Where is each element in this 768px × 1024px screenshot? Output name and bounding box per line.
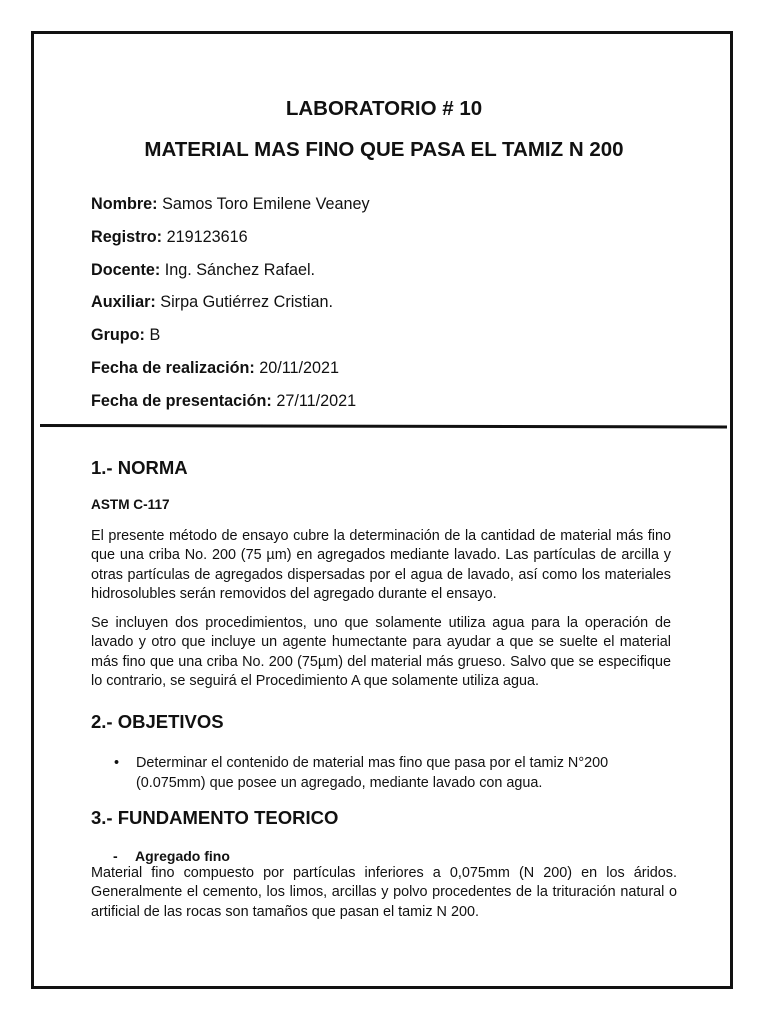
meta-value: 27/11/2021 xyxy=(276,392,357,410)
fundamento-paragraph: Material fino compuesto por partículas inferiores a 0,075mm (N 200) en los áridos. Generalmente el cemento, los limos, arcillas y polvo procedentes de la trituración natural o artificial de las rocas son tamaños que pasan el tamiz N 200. xyxy=(91,865,677,920)
section-heading-objetivos: 2.- OBJETIVOS xyxy=(91,711,224,732)
meta-value: 219123616 xyxy=(166,228,248,246)
meta-value: Ing. Sánchez Rafael. xyxy=(164,261,316,279)
meta-fecha-presentacion xyxy=(91,391,356,411)
meta-label: Grupo: xyxy=(91,326,145,344)
meta-label: Nombre: xyxy=(91,195,158,213)
meta-registro xyxy=(91,227,248,247)
meta-label: Fecha de realización: xyxy=(91,359,255,377)
meta-auxiliar xyxy=(91,292,333,312)
section-heading-fundamento: 3.- FUNDAMENTO TEORICO xyxy=(91,807,339,828)
meta-label: Docente: xyxy=(91,261,161,279)
meta-nombre xyxy=(91,194,370,214)
bullet-icon: • xyxy=(114,755,120,771)
meta-label: Fecha de presentación: xyxy=(91,392,272,410)
meta-value: Sirpa Gutiérrez Cristian. xyxy=(160,293,334,311)
meta-label: Registro: xyxy=(91,228,163,246)
subheading-agregado-fino: Agregado fino xyxy=(135,848,230,864)
meta-value: 20/11/2021 xyxy=(259,359,340,377)
standard-code: ASTM C-117 xyxy=(91,497,170,512)
norma-paragraph-2: Se incluyen dos procedimientos, uno que solamente utiliza agua para la operación de lavado y otro que incluye un agente humectante para ayudar a que se suelte el material más fino que una criba No. 200 (75µm) del material más grueso. Salvo que se especifique lo contrario, se seguirá el Procedimiento A que solamente utiliza agua. xyxy=(91,615,671,689)
meta-value: B xyxy=(149,326,161,344)
dash-marker: - xyxy=(113,848,118,864)
objective-text: Determinar el contenido de material mas fino que pasa por el tamiz N°200 (0.075mm) que posee un agregado, mediante lavado con agua. xyxy=(136,755,609,791)
meta-value: Samos Toro Emilene Veaney xyxy=(162,195,370,213)
main-title: MATERIAL MAS FINO QUE PASA EL TAMIZ N 200 xyxy=(144,138,624,161)
lab-title: LABORATORIO # 10 xyxy=(285,97,483,120)
section-heading-norma: 1.- NORMA xyxy=(91,457,188,478)
meta-docente xyxy=(91,260,315,280)
meta-grupo xyxy=(91,325,160,345)
meta-fecha-realizacion xyxy=(91,358,339,378)
norma-paragraph-1: El presente método de ensayo cubre la determinación de la cantidad de material más fino que una criba No. 200 (75 µm) en agregados mediante lavado. Las partículas de arcilla y otras partículas de agregados dispersadas por el agua de lavado, así como los materiales hidrosolubles serán removidos del agregado durante el ensayo. xyxy=(91,528,671,602)
meta-label: Auxiliar: xyxy=(91,293,156,311)
